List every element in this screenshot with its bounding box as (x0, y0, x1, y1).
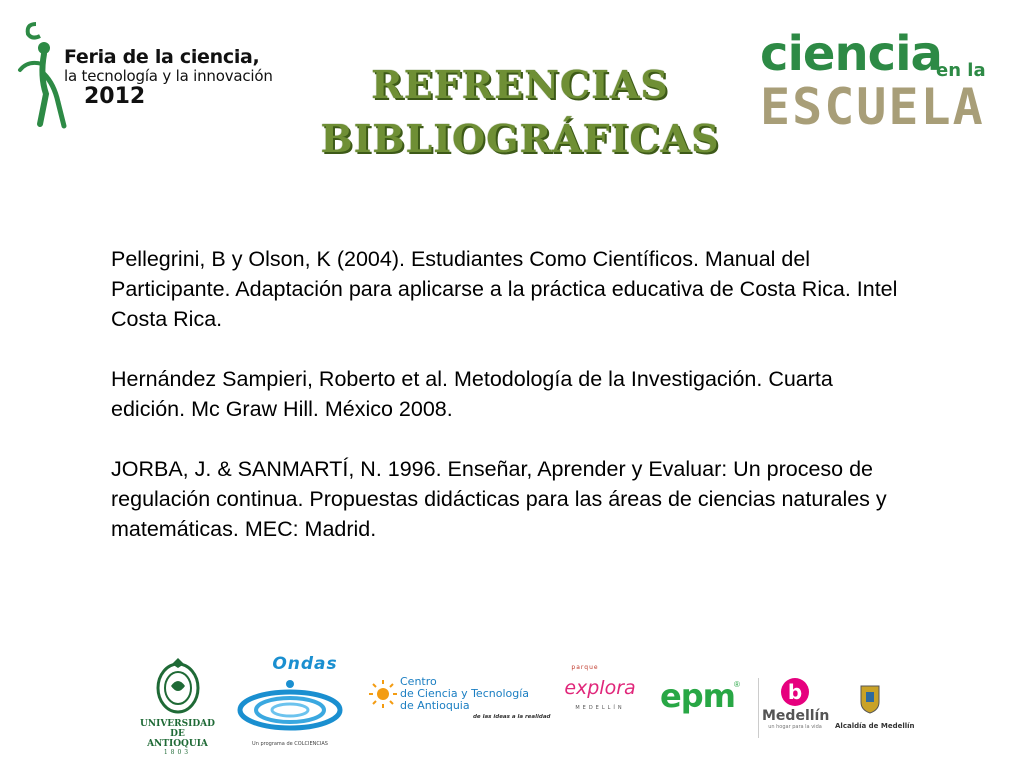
udea-year: 1803 (163, 749, 192, 756)
alcaldia-text: Alcaldía de Medellín (835, 722, 915, 730)
ciencia-sub: en la (936, 60, 986, 81)
explora-city: MEDELLÍN (575, 705, 625, 711)
feria-subtitle: la tecnología y la innovación (64, 67, 273, 85)
ondas-word: Ondas (272, 654, 338, 674)
sponsor-logos (130, 650, 920, 756)
title-line-2: BIBLIOGRÁFICAS (320, 116, 720, 161)
epm-word: epm (660, 677, 735, 715)
medellin-b-icon: b (781, 678, 809, 706)
page-title (230, 58, 810, 166)
reference-item: JORBA, J. & SANMARTÍ, N. 1996. Enseñar, Aprender y Evaluar: Un proceso de regulación continua. Propuestas didácticas para las áreas de ciencias naturales y matemáticas. MEC: Madrid. (111, 457, 887, 541)
centro-tagline: de las ideas a la realidad (473, 714, 551, 720)
centro-line2: de Ciencia y Tecnología (400, 687, 530, 700)
reference-item: Hernández Sampieri, Roberto et al. Metodología de la Investigación. Cuarta edición. Mc Graw Hill. México 2008. (111, 367, 833, 421)
alcaldia-shield-icon (859, 684, 881, 714)
udea-seal-icon (155, 656, 201, 714)
centro-line1: Centro (400, 675, 437, 688)
medellin-logo (762, 678, 828, 744)
reference-item: Pellegrini, B y Olson, K (2004). Estudiantes Como Científicos. Manual del Participante. Adaptación para aplicarse a la práctica educativa de Costa Rica. Intel Costa Rica. (111, 247, 898, 331)
ciencia-en-la-escuela-logo (760, 26, 990, 145)
explora-word: explora (564, 677, 636, 699)
udea-line2: DE ANTIOQUIA (147, 729, 208, 749)
udea-line1: UNIVERSIDAD (140, 719, 215, 729)
centro-line3: de Antioquia (400, 699, 470, 712)
ciencia-word: ciencia (760, 26, 942, 82)
escuela-word: ESCUELA (760, 78, 985, 136)
references-list (111, 244, 911, 574)
centro-sun-icon (368, 674, 398, 714)
udea-logo (140, 656, 215, 756)
logo-divider (758, 678, 759, 738)
ondas-logo (230, 654, 350, 746)
medellin-word: Medellín (762, 708, 830, 724)
parque-explora-logo (555, 664, 645, 739)
epm-reg: ® (734, 680, 740, 689)
title-line-1: REFRENCIAS (371, 62, 669, 107)
centro-ciencia-logo (368, 670, 551, 730)
epm-logo (660, 677, 740, 725)
medellin-sub: un hogar para la vida (768, 724, 822, 730)
explora-top: parque (571, 664, 599, 671)
feria-year: 2012 (84, 84, 146, 109)
ondas-sub: Un programa de COLCIENCIAS (252, 741, 328, 747)
ondas-wave-icon (235, 674, 345, 734)
alcaldia-logo (835, 684, 915, 740)
feria-title: Feria de la ciencia, (64, 46, 260, 68)
